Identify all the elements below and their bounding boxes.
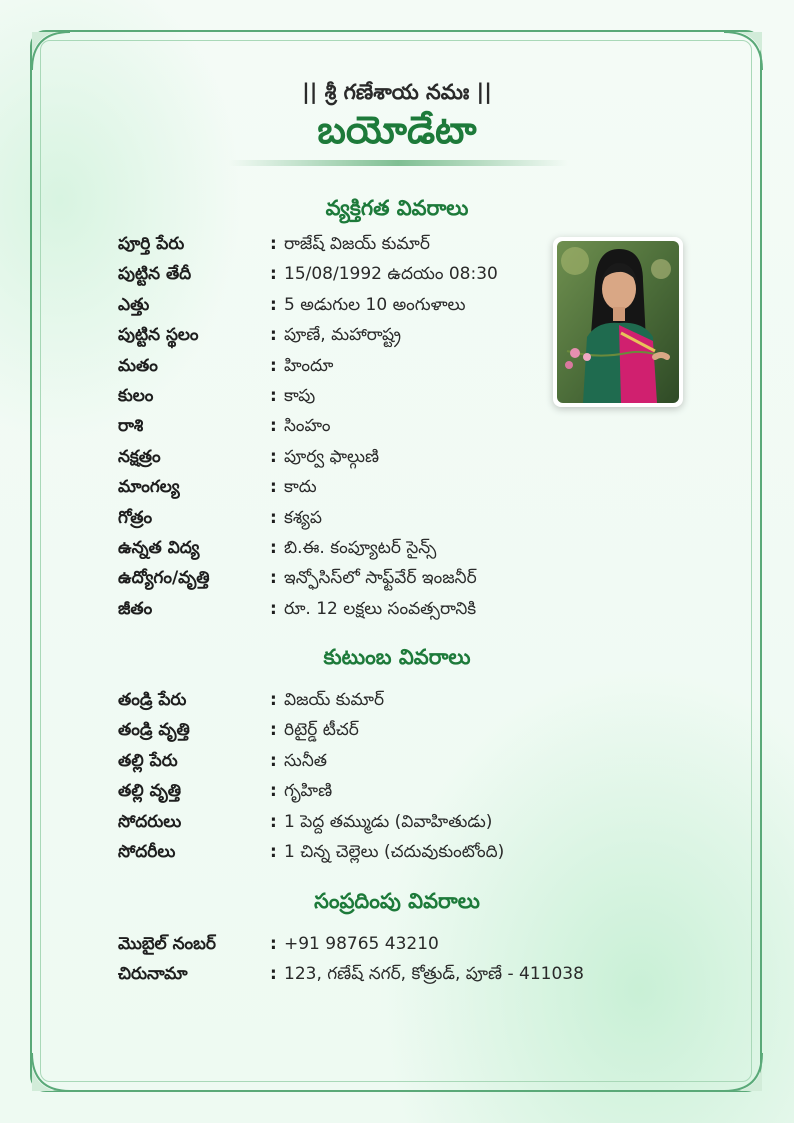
detail-label: గోత్రం (118, 507, 153, 528)
detail-value: కాపు (284, 385, 316, 406)
detail-separator: : (270, 355, 277, 376)
detail-row (118, 959, 584, 989)
detail-value: పూణే, మహారాష్ట్ర (284, 325, 402, 346)
detail-label: కులం (118, 385, 154, 406)
detail-separator: : (270, 841, 277, 862)
detail-row (118, 746, 578, 776)
detail-separator: : (270, 477, 277, 498)
corner-ornament-icon (30, 30, 72, 72)
detail-row (118, 715, 578, 745)
detail-value: విజయ్ కుమార్ (284, 690, 385, 710)
detail-value: రాజేష్ విజయ్ కుమార్ (284, 234, 430, 254)
detail-row (118, 351, 578, 381)
contact-details-list (118, 929, 584, 990)
detail-value: 123, గణేష్ నగర్, కోత్రుడ్, పూణే - 411038 (284, 964, 584, 985)
detail-separator: : (270, 537, 277, 558)
detail-separator: : (270, 507, 277, 528)
corner-ornament-icon (722, 30, 764, 72)
detail-row (118, 807, 578, 837)
section-title-contact: సంప్రదింపు వివరాలు (314, 889, 480, 913)
detail-label: తల్లి పేరు (118, 750, 178, 771)
profile-photo-image (557, 241, 679, 403)
detail-row (118, 320, 578, 350)
detail-separator: : (270, 598, 277, 619)
detail-label: జీతం (118, 598, 153, 619)
detail-label: రాశి (118, 416, 144, 437)
detail-separator: : (270, 811, 277, 832)
detail-row (118, 533, 578, 563)
detail-label: పుట్టిన స్థలం (118, 325, 199, 346)
title-divider (228, 160, 568, 166)
detail-value: 5 అడుగుల 10 అంగుళాలు (284, 294, 466, 315)
detail-label: మతం (118, 355, 158, 376)
detail-separator: : (270, 294, 277, 315)
detail-value: 15/08/1992 ఉదయం 08:30 (284, 264, 498, 285)
detail-value: 1 చిన్న చెల్లెలు (చదువుకుంటోంది) (284, 841, 505, 862)
detail-label: తండ్రి వృత్తి (118, 720, 190, 741)
detail-label: తల్లి వృత్తి (118, 781, 182, 802)
detail-separator: : (270, 750, 277, 771)
detail-label: మాంగల్య (118, 477, 180, 498)
detail-separator: : (270, 934, 277, 954)
detail-value: 1 పెద్ద తమ్ముడు (వివాహితుడు) (284, 811, 493, 832)
detail-row (118, 776, 578, 806)
detail-label: చిరునామా (118, 964, 188, 985)
detail-label: నక్షత్రం (118, 446, 161, 467)
detail-row (118, 837, 578, 867)
personal-details-list (118, 229, 578, 624)
detail-label: సోదరులు (118, 811, 182, 832)
detail-separator: : (270, 568, 277, 589)
section-title-family: కుటుంబ వివరాలు (323, 645, 471, 669)
invocation-text: || శ్రీ గణేశాయ నమః || (302, 80, 492, 104)
detail-label: ఎత్తు (118, 294, 150, 315)
detail-value: గృహిణి (284, 781, 333, 802)
detail-separator: : (270, 690, 277, 710)
profile-photo (553, 237, 683, 407)
detail-row (118, 503, 578, 533)
detail-value: రిటైర్డ్ టీచర్ (284, 720, 359, 741)
detail-label: పూర్తి పేరు (118, 234, 185, 254)
corner-ornament-icon (30, 1051, 72, 1093)
detail-separator: : (270, 964, 277, 985)
detail-value: సింహం (284, 416, 331, 437)
detail-label: సోదరీలు (118, 841, 176, 862)
detail-separator: : (270, 446, 277, 467)
detail-separator: : (270, 416, 277, 437)
detail-row (118, 259, 578, 289)
detail-value: కాదు (284, 477, 317, 498)
detail-separator: : (270, 234, 277, 254)
detail-row (118, 381, 578, 411)
detail-value: +91 98765 43210 (284, 934, 439, 954)
detail-value: ఇన్ఫోసిస్‌లో సాఫ్ట్‌వేర్ ఇంజనీర్ (284, 568, 477, 589)
detail-row (118, 472, 578, 502)
detail-value: బి.ఈ. కంప్యూటర్ సైన్స్ (284, 537, 437, 558)
detail-label: ఉన్నత విద్య (118, 537, 200, 558)
detail-value: పూర్వ ఫాల్గుణి (284, 446, 380, 467)
detail-label: మొబైల్ నంబర్ (118, 934, 216, 954)
detail-label: పుట్టిన తేదీ (118, 264, 192, 285)
detail-row (118, 229, 578, 259)
detail-row (118, 442, 578, 472)
detail-value: హిందూ (284, 355, 334, 376)
detail-row (118, 929, 578, 959)
detail-row (118, 563, 578, 593)
detail-separator: : (270, 264, 277, 285)
detail-value: రూ. 12 లక్షలు సంవత్సరానికి (284, 598, 477, 619)
detail-row (118, 290, 578, 320)
detail-value: కశ్యప (284, 507, 322, 528)
detail-label: తండ్రి పేరు (118, 690, 187, 710)
detail-value: సునీత (284, 750, 327, 771)
detail-separator: : (270, 720, 277, 741)
detail-row (118, 411, 578, 441)
section-title-personal: వ్యక్తిగత వివరాలు (325, 196, 469, 220)
detail-separator: : (270, 325, 277, 346)
corner-ornament-icon (722, 1051, 764, 1093)
family-details-list (118, 685, 578, 867)
detail-row (118, 685, 578, 715)
detail-separator: : (270, 781, 277, 802)
page-title: బయోడేటా (317, 108, 477, 152)
detail-separator: : (270, 385, 277, 406)
detail-row (118, 594, 578, 624)
detail-label: ఉద్యోగం/వృత్తి (118, 568, 210, 589)
